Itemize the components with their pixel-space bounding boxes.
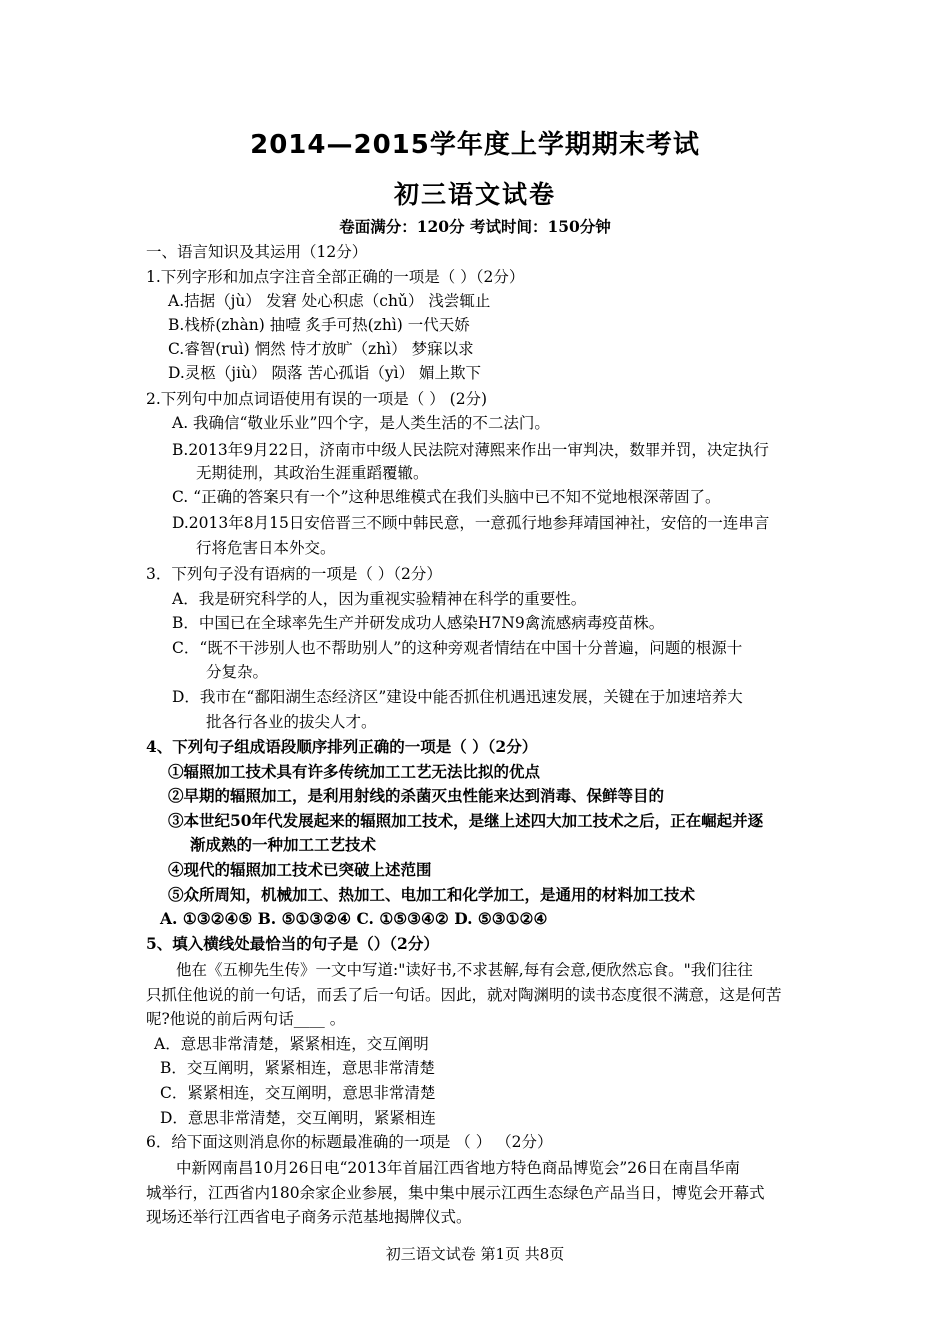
q2-stem: 2.下列句中加点词语使用有误的一项是（ ） (2分) — [146, 390, 488, 408]
q3-option-c-line1: C．“既不干涉别人也不帮助别人”的这种旁观者情结在中国十分普遍，问题的根源十 — [172, 639, 743, 657]
q3-option-c-line2: 分复杂。 — [206, 663, 269, 681]
q5-option-a: A．意思非常清楚，紧紧相连，交互阐明 — [154, 1035, 429, 1053]
q1-option-c: C.睿智(ruì) 惘然 恃才放旷（zhì） 梦寐以求 — [168, 340, 474, 358]
q3-option-b: B．中国已在全球率先生产并研发成功人感染H7N9禽流感病毒疫苗株。 — [172, 614, 665, 632]
q5-passage-line2: 只抓住他说的前一句话，而丢了后一句话。因此，就对陶渊明的读书态度很不满意，这是何苦 — [146, 986, 782, 1004]
q4-stem: 4、下列句子组成语段顺序排列正确的一项是（ ）（2分） — [146, 737, 538, 756]
q3-stem: 3．下列句子没有语病的一项是（ ）（2分） — [146, 565, 442, 583]
q3-option-d-line1: D．我市在“鄱阳湖生态经济区”建设中能否抓住机遇迅速发展，关键在于加速培养大 — [172, 688, 743, 706]
q5-passage-line1: 他在《五柳先生传》一文中写道:"读好书,不求甚解,每有会意,便欣然忘食。"我们往往 — [176, 961, 753, 979]
q1-option-d: D.灵柩（jiù） 陨落 苦心孤诣（yì） 媚上欺下 — [168, 364, 482, 382]
q4-sentence-2: ②早期的辐照加工，是利用射线的杀菌灭虫性能来达到消毒、保鲜等目的 — [168, 786, 665, 805]
exam-title: 2014—2015学年度上学期期末考试 — [250, 130, 700, 160]
q6-stem: 6．给下面这则消息你的标题最准确的一项是 （ ） （2分） — [146, 1133, 553, 1151]
q6-passage-line3: 现场还举行江西省电子商务示范基地揭牌仪式。 — [146, 1208, 472, 1226]
q4-sentence-4: ④现代的辐照加工技术已突破上述范围 — [168, 860, 432, 879]
q5-passage-line3: 呢?他说的前后两句话____ 。 — [146, 1010, 346, 1028]
q2-option-b-line1: B.2013年9月22日，济南市中级人民法院对薄熙来作出一审判决，数罪并罚，决定执行 — [172, 441, 769, 459]
page-footer: 初三语文试卷 第1页 共8页 — [385, 1245, 565, 1263]
q6-passage-line1: 中新网南昌10月26日电“2013年首届江西省地方特色商品博览会”26日在南昌华南 — [176, 1159, 740, 1177]
q4-sentence-5: ⑤众所周知，机械加工、热加工、电加工和化学加工，是通用的材料加工技术 — [168, 885, 696, 904]
q6-passage-line2: 城举行，江西省内180余家企业参展，集中集中展示江西生态绿色产品当日，博览会开幕式 — [146, 1184, 765, 1202]
q5-option-d: D．意思非常清楚，交互阐明，紧紧相连 — [160, 1109, 436, 1127]
q1-stem: 1.下列字形和加点字注音全部正确的一项是（ ）（2分） — [146, 268, 525, 286]
q2-option-d-line1: D.2013年8月15日安倍晋三不顾中韩民意，一意孤行地参拜靖国神社，安倍的一连串言 — [172, 514, 770, 532]
q3-option-d-line2: 批各行各业的拔尖人才。 — [206, 713, 377, 731]
q2-option-b-line2: 无期徒刑，其政治生涯重蹈覆辙。 — [196, 464, 429, 482]
q4-options: A. ①③②④⑤ B. ⑤①③②④ C. ①⑤③④② D. ⑤③①②④ — [160, 909, 548, 928]
q3-option-a: A．我是研究科学的人，因为重视实验精神在科学的重要性。 — [172, 590, 587, 608]
exam-subtitle: 初三语文试卷 — [393, 180, 556, 209]
q4-sentence-3-line2: 渐成熟的一种加工工艺技术 — [190, 835, 377, 854]
q2-option-d-line2: 行将危害日本外交。 — [196, 539, 336, 557]
q5-stem: 5、填入横线处最恰当的句子是（）（2分） — [146, 934, 439, 953]
exam-meta: 卷面满分：120分 考试时间：150分钟 — [339, 217, 611, 236]
q2-option-a: A. 我确信“敬业乐业”四个字，是人类生活的不二法门。 — [172, 414, 550, 432]
q1-option-a: A.拮据（jù） 发窘 处心积虑（chǔ） 浅尝辄止 — [168, 292, 491, 310]
q1-option-b: B.栈桥(zhàn) 抽噎 炙手可热(zhì) 一代天娇 — [168, 316, 470, 334]
section-heading: 一、语言知识及其运用（12分） — [146, 243, 368, 261]
q4-sentence-3-line1: ③本世纪50年代发展起来的辐照加工技术，是继上述四大加工技术之后，正在崛起并逐 — [168, 811, 764, 830]
q5-option-c: C．紧紧相连，交互阐明，意思非常清楚 — [160, 1084, 436, 1102]
q5-option-b: B．交互阐明，紧紧相连，意思非常清楚 — [160, 1059, 435, 1077]
q4-sentence-1: ①辐照加工技术具有许多传统加工工艺无法比拟的优点 — [168, 762, 541, 781]
q2-option-c: C. “正确的答案只有一个”这种思维模式在我们头脑中已不知不觉地根深蒂固了。 — [172, 488, 721, 506]
